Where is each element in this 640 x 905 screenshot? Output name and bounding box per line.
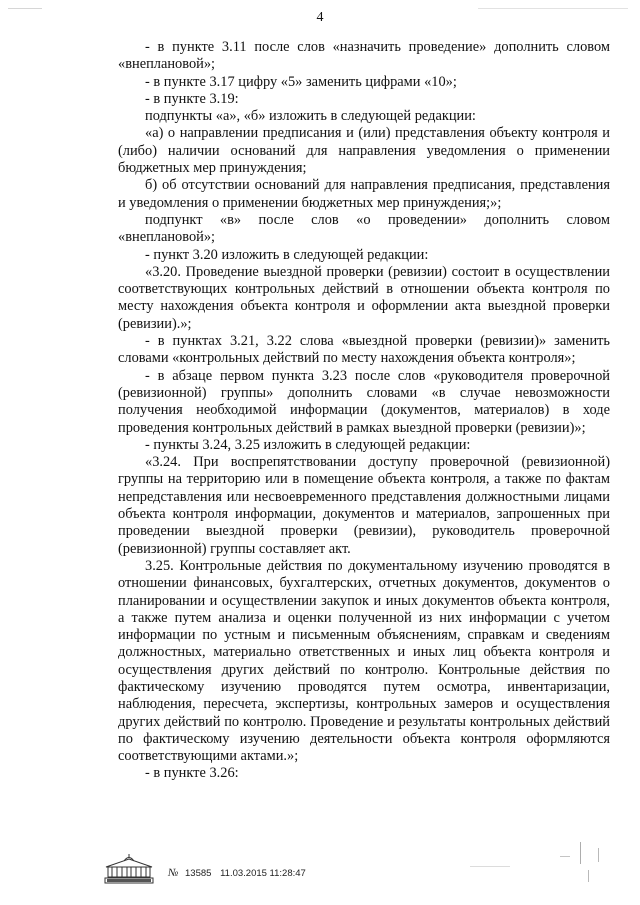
- paragraph: - в абзаце первом пункта 3.23 после слов «руководителя проверочной (ревизионной) группы» дополнить словами «в случае невозможности получения необходимой информации (документов, материалов) в ходе проведения контрольных действий в рамках выездной проверки (ревизии)»;: [118, 367, 610, 436]
- building-emblem-icon: [102, 853, 156, 885]
- document-number: 13585: [185, 868, 212, 879]
- paragraph: - в пункте 3.26:: [145, 765, 239, 782]
- paragraph: - в пункте 3.11 после слов «назначить проведение» дополнить словом «внеплановой»;: [118, 39, 610, 73]
- paragraph: «а) о направлении предписания и (или) представления объекту контроля и (либо) наличии оснований для направления уведомления о применении бюджетных мер принуждения;: [118, 125, 610, 177]
- paragraph: б) об отсутствии оснований для направления предписания, представления и уведомления о применении бюджетных мер принуждения;»;: [118, 177, 610, 211]
- paragraph: «3.20. Проведение выездной проверки (ревизии) состоит в осуществлении соответствующих контрольных действий в отношении объекта контроля по месту нахождения объекта контроля и оформлении акта выездной проверки (ревизии).»;: [118, 263, 610, 332]
- page-number: 4: [316, 10, 324, 25]
- document-body: [118, 39, 610, 783]
- paragraph: «3.24. При воспрепятствовании доступу проверочной (ревизионной) группы на территорию или в помещение объекта контроля, а также по фактам непредставления или несвоевременного представления должностными лицами объекта контроля информации, документов и материалов, запрошенных при проведении выездной проверки (ревизии), руководитель проверочной (ревизионной) группы составляет акт.: [118, 454, 610, 557]
- paragraph: - в пунктах 3.21, 3.22 слова «выездной проверки (ревизии)» заменить словами «контрольных действий по месту нахождения объекта контроля»;: [118, 333, 610, 367]
- paragraph: - в пункте 3.19:: [145, 90, 239, 107]
- paragraph: - пункты 3.24, 3.25 изложить в следующей редакции:: [145, 436, 471, 453]
- paragraph: - в пункте 3.17 цифру «5» заменить цифрами «10»;: [145, 73, 457, 90]
- scan-artifact: [560, 856, 570, 857]
- paragraph: 3.25. Контрольные действия по документальному изучению проводятся в отношении финансовых, бухгалтерских, отчетных документов, документов о планировании и осуществлении закупок и иных документов объекта контроля, а также путем анализа и оценки полученной из них информации с учетом информации по устным и письменным объяснениям, справкам и сведениям должностных, материально ответственных и иных лиц объекта контроля и осуществления других действий по контролю. Контрольные действия по фактическому изучению проводятся путем осмотра, инвентаризации, наблюдения, пересчета, экспертизы, контрольных замеров и осуществления других действий по контролю. Проведение и результаты контрольных действий по фактическому изучению деятельности объекта контроля оформляются соответствующими актами.»;: [118, 557, 610, 765]
- scan-artifact: [470, 866, 510, 867]
- scan-artifact: [588, 870, 589, 882]
- document-datetime: 11.03.2015 11:28:47: [220, 868, 306, 879]
- document-registration-stamp: [168, 867, 306, 879]
- scan-artifact: [8, 8, 42, 9]
- paragraph: подпункт «в» после слов «о проведении» дополнить словом «внеплановой»;: [118, 211, 610, 246]
- number-sign: №: [168, 867, 179, 879]
- document-footer: [102, 853, 622, 893]
- paragraph: подпункты «а», «б» изложить в следующей редакции:: [145, 108, 476, 125]
- scan-artifact: [478, 8, 628, 9]
- scan-artifact: [580, 842, 581, 864]
- scan-artifact: [598, 848, 599, 862]
- paragraph: - пункт 3.20 изложить в следующей редакции:: [145, 246, 429, 263]
